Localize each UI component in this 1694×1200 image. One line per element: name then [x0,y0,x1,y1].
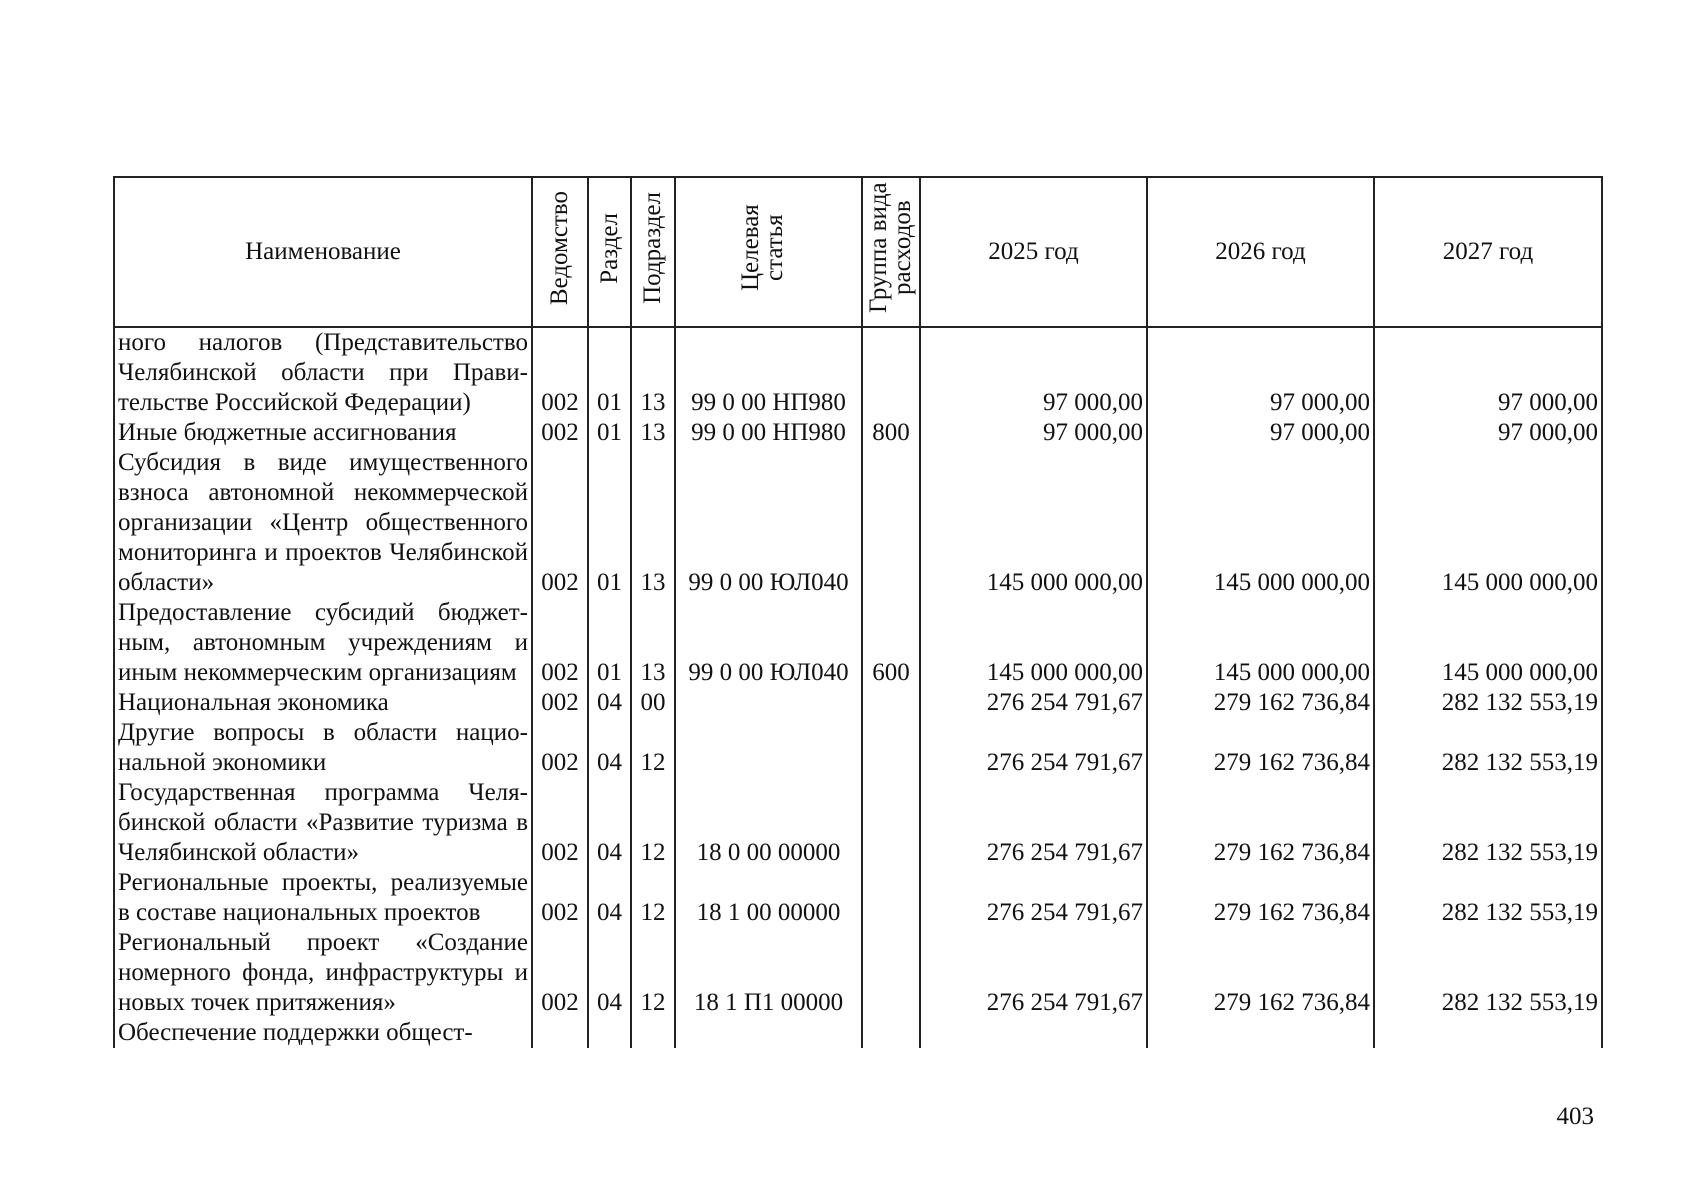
header-vedomstvo: Ведомство [546,190,573,306]
amount-2027-cell: 97 000,00 [1374,418,1602,448]
celevaya-statya-cell: 99 0 00 ЮЛ040 [675,598,862,688]
gruppa-cell [862,448,920,598]
name-cell: Национальная экономика [114,688,532,718]
celevaya-statya-cell: 99 0 00 ЮЛ040 [675,448,862,598]
razdel-cell [588,1018,631,1048]
header-podrazdel: Подраздел [639,192,666,304]
podrazdel-cell: 12 [631,868,675,928]
name-cell: Иные бюджетные ассигнования [114,418,532,448]
celevaya-statya-cell: 18 0 00 00000 [675,778,862,868]
vedomstvo-cell: 002 [532,718,588,778]
vedomstvo-cell: 002 [532,598,588,688]
table-row [114,718,1602,778]
amount-2025-cell: 276 254 791,67 [920,688,1147,718]
vedomstvo-cell: 002 [532,448,588,598]
amount-2025-cell: 276 254 791,67 [920,928,1147,1018]
table-row [114,418,1602,448]
table-row [114,778,1602,868]
celevaya-statya-cell [675,718,862,778]
gruppa-cell: 600 [862,598,920,688]
razdel-cell: 01 [588,327,631,418]
amount-2025-cell: 145 000 000,00 [920,598,1147,688]
amount-2027-cell: 282 132 553,19 [1374,868,1602,928]
amount-2027-cell: 282 132 553,19 [1374,928,1602,1018]
amount-2025-cell: 145 000 000,00 [920,448,1147,598]
gruppa-cell [862,1018,920,1048]
vedomstvo-cell [532,1018,588,1048]
header-2026: 2026 год [1147,177,1374,327]
amount-2025-cell: 276 254 791,67 [920,778,1147,868]
podrazdel-cell: 13 [631,327,675,418]
razdel-cell: 04 [588,928,631,1018]
razdel-cell: 04 [588,868,631,928]
amount-2026-cell [1147,1018,1374,1048]
podrazdel-cell: 13 [631,418,675,448]
table-body [114,327,1602,1048]
amount-2026-cell: 145 000 000,00 [1147,598,1374,688]
header-razdel: Раздел [595,212,623,284]
amount-2025-cell: 276 254 791,67 [920,718,1147,778]
name-cell: Региональный проект «Создание номерного фонда, инфраструктуры и новых точек притяжения» [114,928,532,1018]
page-number: 403 [1556,1103,1594,1130]
table-row [114,688,1602,718]
amount-2026-cell: 279 162 736,84 [1147,868,1374,928]
header-2027: 2027 год [1374,177,1602,327]
celevaya-statya-cell: 99 0 00 НП980 [675,327,862,418]
vedomstvo-cell: 002 [532,868,588,928]
amount-2027-cell: 282 132 553,19 [1374,778,1602,868]
amount-2025-cell [920,1018,1147,1048]
gruppa-cell [862,327,920,418]
razdel-cell: 04 [588,688,631,718]
table-row [114,868,1602,928]
razdel-cell: 04 [588,718,631,778]
gruppa-cell: 800 [862,418,920,448]
razdel-cell: 01 [588,598,631,688]
amount-2025-cell: 97 000,00 [920,327,1147,418]
razdel-cell: 04 [588,778,631,868]
razdel-cell: 01 [588,448,631,598]
celevaya-statya-cell: 99 0 00 НП980 [675,418,862,448]
celevaya-statya-cell [675,688,862,718]
amount-2025-cell: 276 254 791,67 [920,868,1147,928]
amount-2026-cell: 279 162 736,84 [1147,778,1374,868]
name-cell: Субсидия в виде имущественного взноса автономной некоммерческой организации «Центр общественного мониторинга и проектов Челябинской области» [114,448,532,598]
amount-2027-cell: 282 132 553,19 [1374,718,1602,778]
amount-2026-cell: 97 000,00 [1147,418,1374,448]
table-row [114,448,1602,598]
name-cell: Другие вопросы в области национальной экономики [114,718,532,778]
gruppa-cell [862,928,920,1018]
vedomstvo-cell: 002 [532,928,588,1018]
amount-2026-cell: 279 162 736,84 [1147,718,1374,778]
amount-2027-cell: 145 000 000,00 [1374,448,1602,598]
header-name: Наименование [114,177,532,327]
podrazdel-cell: 00 [631,688,675,718]
celevaya-statya-cell: 18 1 П1 00000 [675,928,862,1018]
budget-table [113,176,1603,1048]
gruppa-cell [862,868,920,928]
gruppa-cell [862,718,920,778]
header-2025: 2025 год [920,177,1147,327]
name-cell: Обеспечение поддержки общест- [114,1018,532,1048]
celevaya-statya-cell [675,1018,862,1048]
podrazdel-cell: 12 [631,778,675,868]
table-row [114,928,1602,1018]
amount-2027-cell: 97 000,00 [1374,327,1602,418]
vedomstvo-cell: 002 [532,418,588,448]
vedomstvo-cell: 002 [532,778,588,868]
razdel-cell: 01 [588,418,631,448]
podrazdel-cell: 13 [631,448,675,598]
amount-2027-cell: 145 000 000,00 [1374,598,1602,688]
table-row [114,327,1602,418]
header-row [114,177,1602,327]
amount-2026-cell: 97 000,00 [1147,327,1374,418]
header-celevaya-statya: Целевая статья [736,204,788,292]
celevaya-statya-cell: 18 1 00 00000 [675,868,862,928]
podrazdel-cell: 12 [631,928,675,1018]
table-row [114,598,1602,688]
podrazdel-cell: 13 [631,598,675,688]
name-cell: Региональные проекты, реализуемые в составе национальных проектов [114,868,532,928]
amount-2027-cell [1374,1018,1602,1048]
amount-2025-cell: 97 000,00 [920,418,1147,448]
header-gruppa-vida-rashodov: Группа вида расходов [865,182,916,314]
vedomstvo-cell: 002 [532,327,588,418]
vedomstvo-cell: 002 [532,688,588,718]
amount-2026-cell: 279 162 736,84 [1147,688,1374,718]
podrazdel-cell [631,1018,675,1048]
table-row [114,1018,1602,1048]
gruppa-cell [862,688,920,718]
name-cell: Государственная программа Челябинской области «Развитие туризма в Челябинской области» [114,778,532,868]
amount-2026-cell: 279 162 736,84 [1147,928,1374,1018]
amount-2027-cell: 282 132 553,19 [1374,688,1602,718]
name-cell: ного налогов (Представительство Челябинской области при Правительстве Российской Федерации) [114,327,532,418]
amount-2026-cell: 145 000 000,00 [1147,448,1374,598]
name-cell: Предоставление субсидий бюджетным, автономным учреждениям и иным некоммерческим организациям [114,598,532,688]
podrazdel-cell: 12 [631,718,675,778]
gruppa-cell [862,778,920,868]
